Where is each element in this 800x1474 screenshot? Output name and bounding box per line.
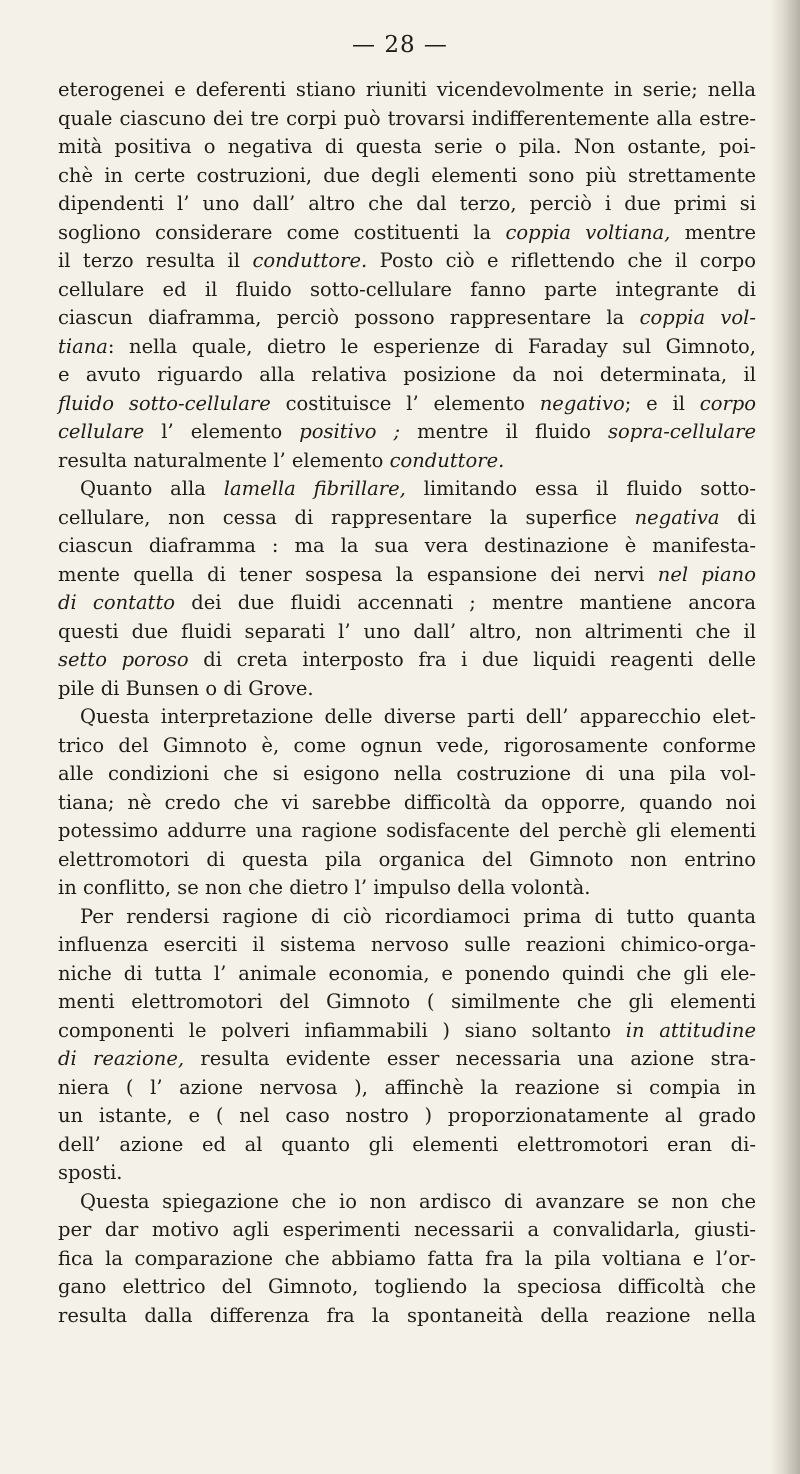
text-line: fica la comparazione che abbiamo fatta fra la pila voltiana e l’or- [58, 1246, 756, 1270]
text-line: elettromotori di questa pila organica del Gimnoto non entrino [58, 847, 756, 871]
text-line: setto poroso di creta interposto fra i due liquidi reagenti delle [58, 648, 757, 671]
text-line: Questa interpretazione delle diverse parti dell’ apparecchio elet- [80, 705, 756, 728]
text-line: pile di Bunsen o di Grove. [58, 676, 314, 700]
page-number: — 28 — [352, 32, 448, 58]
text-line: e avuto riguardo alla relativa posizione da noi determinata, il [58, 363, 756, 386]
text-line: influenza eserciti il sistema nervoso sulle reazioni chimico-orga- [58, 933, 756, 956]
text-line: un istante, e ( nel caso nostro ) proporzionatamente al grado [58, 1104, 756, 1127]
text-line: Per rendersi ragione di ciò ricordiamoci prima di tutto quanta [80, 904, 756, 928]
text-line: niche di tutta l’ animale economia, e ponendo quindi che gli ele- [58, 961, 756, 985]
text-line: cellulare l’ elemento positivo ; mentre il fluido sopra-cellulare [58, 420, 757, 443]
text-line: tiana; nè credo che vi sarebbe difficoltà da opporre, quando noi [58, 790, 756, 814]
text-line: per dar motivo agli esperimenti necessarii a convalidarla, giusti- [58, 1218, 756, 1241]
text-line: il terzo resulta il conduttore. Posto ciò e riflettendo che il corpo [58, 249, 756, 272]
text-line: fluido sotto-cellulare costituisce l’ elemento negativo; e il corpo [58, 391, 756, 415]
text-line: Questa spiegazione che io non ardisco di avanzare se non che [80, 1189, 756, 1213]
text-line: quale ciascuno dei tre corpi può trovarsi indifferentemente alla estre- [58, 106, 756, 130]
text-line: dipendenti l’ uno dall’ altro che dal terzo, perciò i due primi si [58, 192, 756, 215]
text-line: resulta dalla differenza fra la spontaneità della reazione nella [58, 1303, 756, 1327]
text-line: potessimo addurre una ragione sodisfacente del perchè gli elementi [58, 819, 756, 842]
text-line: eterogenei e deferenti stiano riuniti vicendevolmente in serie; nella [58, 78, 756, 101]
text-line: mità positiva o negativa di questa serie o pila. Non ostante, poi- [58, 135, 756, 158]
text-line: sogliono considerare come costituenti la coppia voltiana, mentre [58, 220, 757, 244]
text-line: sposti. [58, 1161, 123, 1184]
text-line: niera ( l’ azione nervosa ), affinchè la reazione si compia in [58, 1075, 756, 1099]
text-line: resulta naturalmente l’ elemento conduttore. [58, 448, 505, 472]
text-line: in conflitto, se non che dietro l’ impulso della volontà. [58, 876, 591, 899]
text-line: menti elettromotori del Gimnoto ( similmente che gli elementi [58, 990, 756, 1013]
body-text [58, 76, 756, 1330]
text-line: dell’ azione ed al quanto gli elementi elettromotori eran di- [58, 1132, 756, 1156]
text-line: questi due fluidi separati l’ uno dall’ altro, non altrimenti che il [58, 619, 756, 643]
text-line: di contatto dei due fluidi accennati ; mentre mantiene ancora [58, 591, 756, 614]
text-line: mente quella di tener sospesa la espansione dei nervi nel piano [58, 562, 756, 586]
text-line: componenti le polveri infiammabili ) siano soltanto in attitudine [58, 1018, 756, 1042]
text-line: di reazione, resulta evidente esser necessaria una azione stra- [58, 1047, 756, 1070]
page-edge-shadow [770, 0, 800, 1474]
text-line: ciascun diaframma : ma la sua vera destinazione è manifesta- [58, 534, 756, 557]
text-line: alle condizioni che si esigono nella costruzione di una pila vol- [58, 762, 756, 785]
text-line: cellulare ed il fluido sotto-cellulare fanno parte integrante di [58, 277, 756, 301]
text-line: chè in certe costruzioni, due degli elementi sono più strettamente [58, 163, 756, 187]
text-line: gano elettrico del Gimnoto, togliendo la speciosa difficoltà che [58, 1275, 756, 1298]
text-line: trico del Gimnoto è, come ognun vede, rigorosamente conforme [58, 733, 756, 757]
text-line: tiana: nella quale, dietro le esperienze di Faraday sul Gimnoto, [58, 334, 756, 358]
text-line: Quanto alla lamella fibrillare, limitando essa il fluido sotto- [80, 477, 756, 500]
text-line: cellulare, non cessa di rappresentare la superfice negativa di [58, 505, 757, 529]
text-line: ciascun diaframma, perciò possono rappresentare la coppia vol- [58, 306, 756, 329]
